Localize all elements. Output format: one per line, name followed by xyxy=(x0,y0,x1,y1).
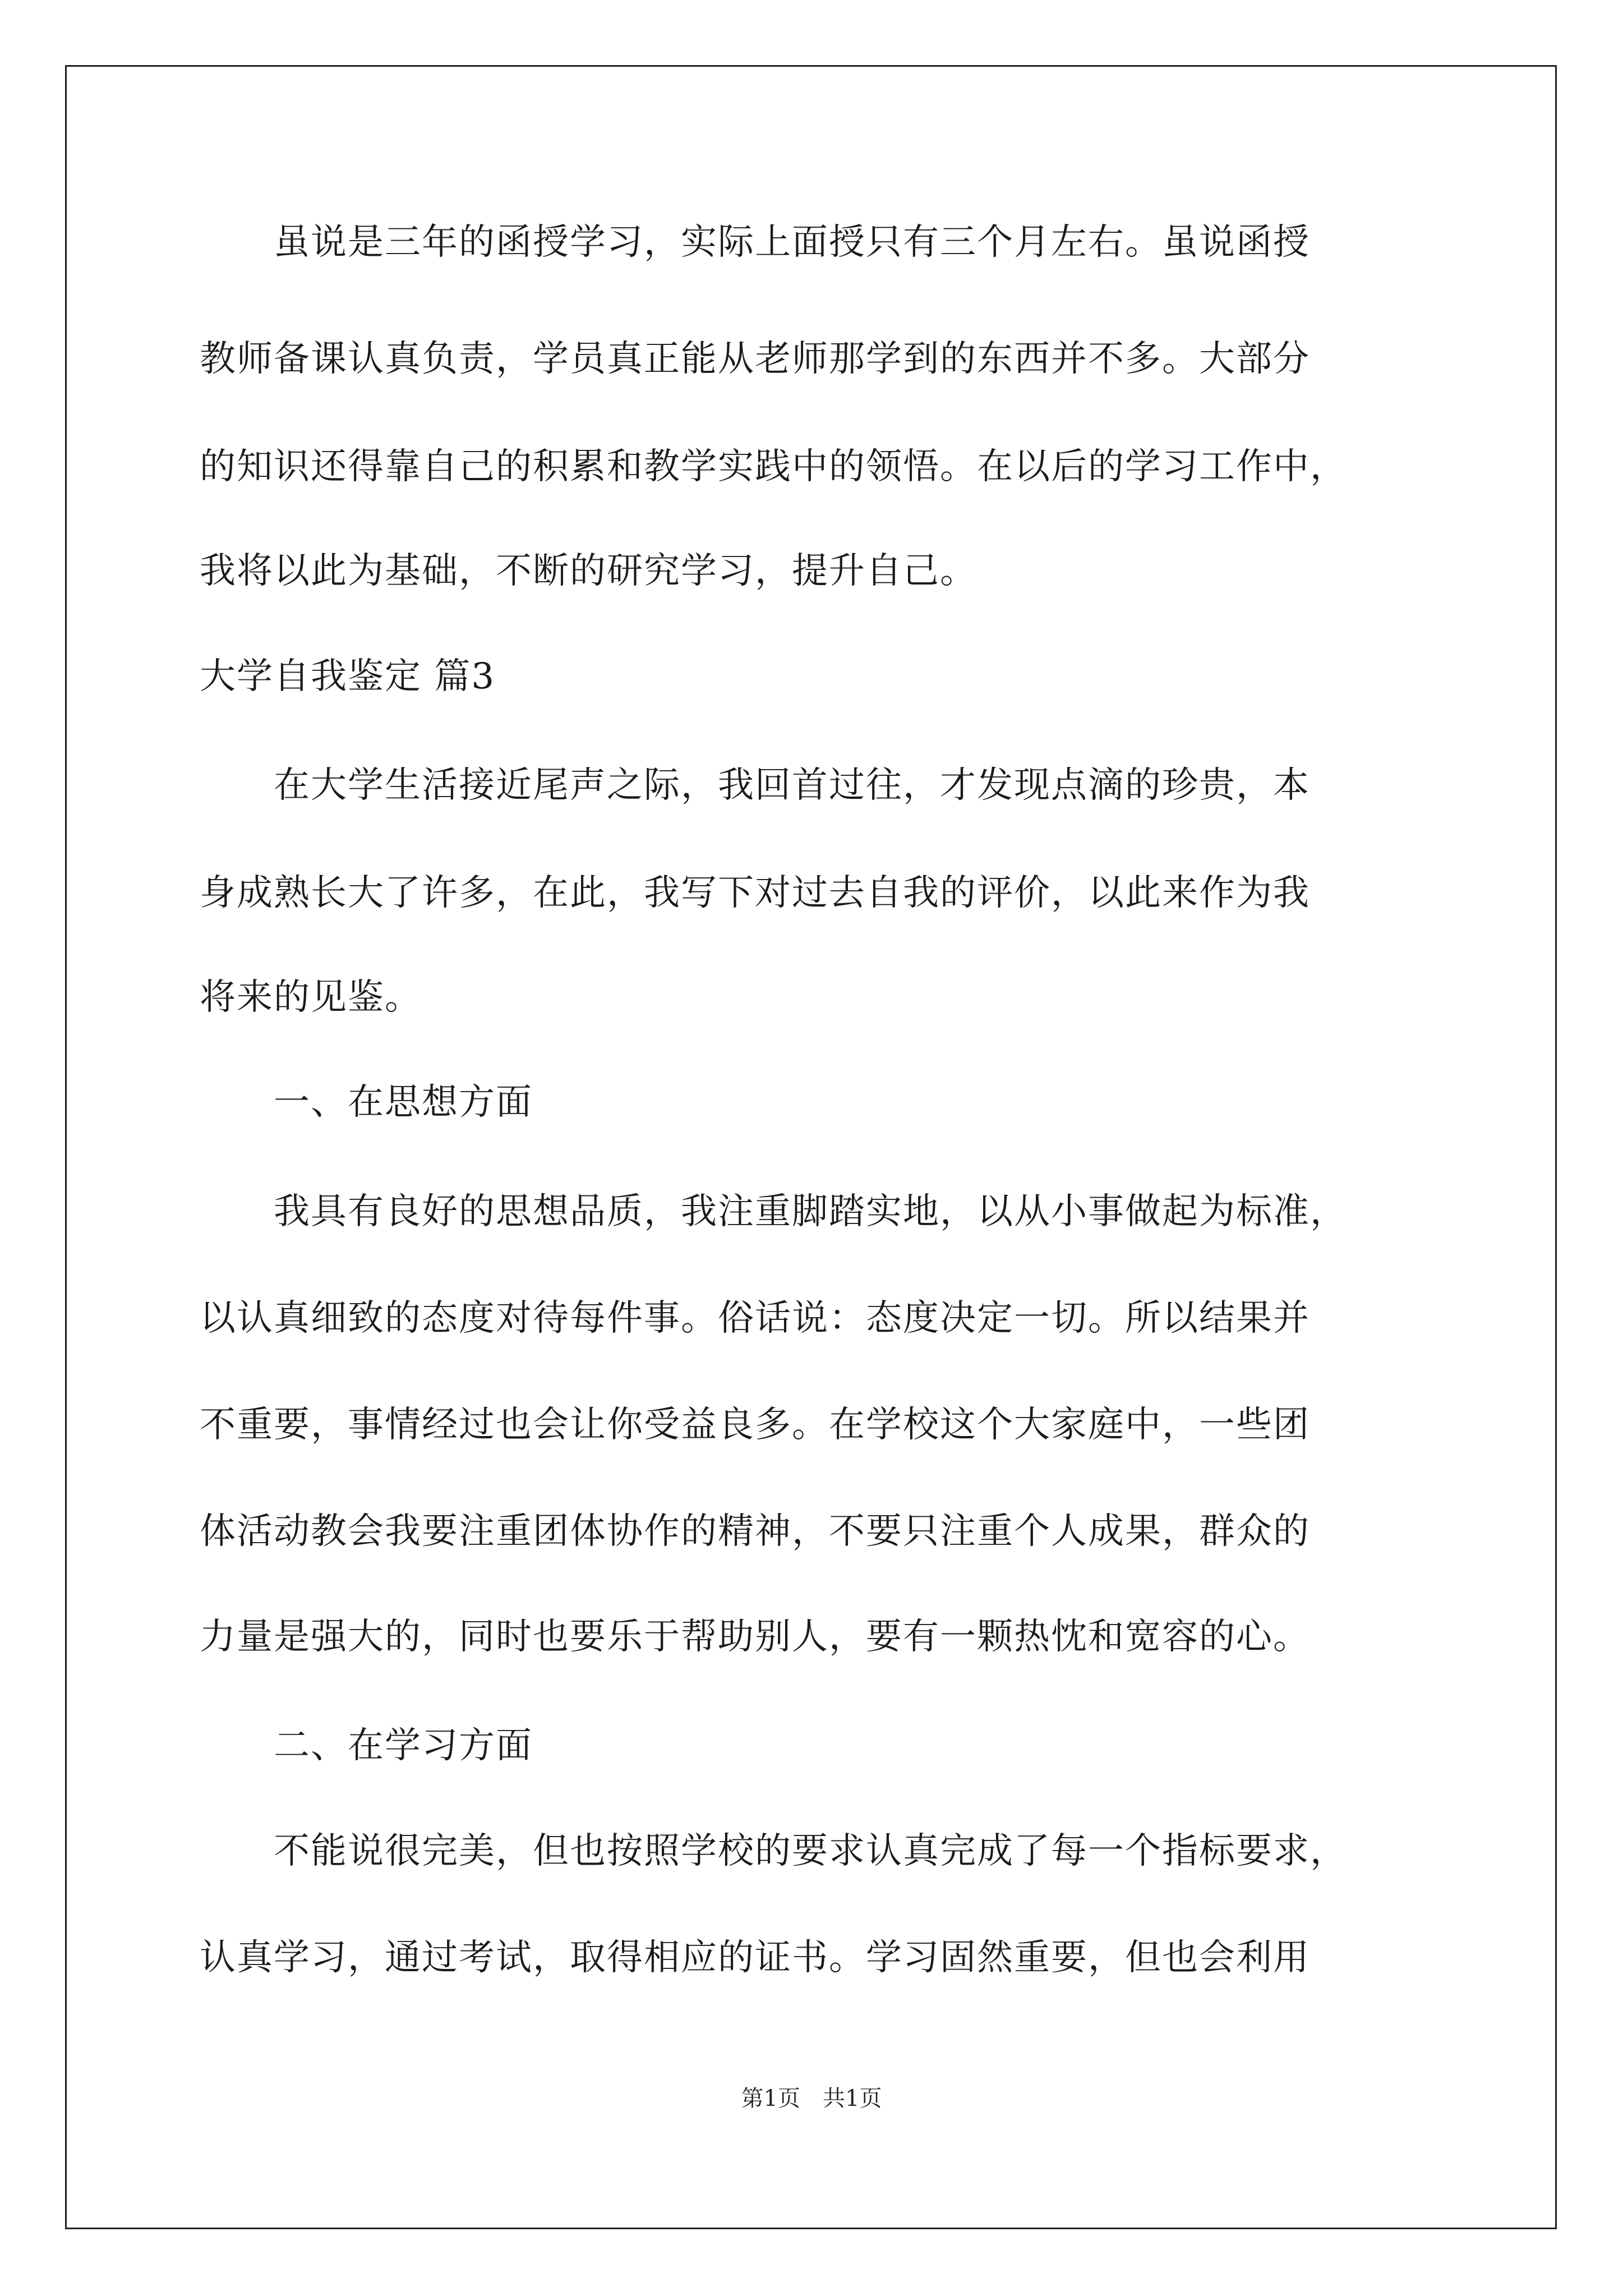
page-number: 第1页 共1页 xyxy=(741,2086,882,2111)
paragraph-line: 的知识还得靠自己的积累和教学实践中的领悟。在以后的学习工作中， xyxy=(200,446,1347,487)
subsection-heading: 一、在思想方面 xyxy=(200,1082,533,1123)
paragraph-line: 以认真细致的态度对待每件事。俗话说：态度决定一切。所以结果并 xyxy=(200,1297,1310,1339)
paragraph-line: 将来的见鉴。 xyxy=(200,977,422,1018)
paragraph-line: 在大学生活接近尾声之际，我回首过往，才发现点滴的珍贵，本 xyxy=(200,765,1310,806)
page-border xyxy=(65,65,1557,2229)
paragraph-line: 认真学习，通过考试，取得相应的证书。学习固然重要，但也会利用 xyxy=(200,1937,1310,1978)
section-heading: 大学自我鉴定 篇3 xyxy=(200,656,496,697)
paragraph-line: 不能说很完美，但也按照学校的要求认真完成了每一个指标要求， xyxy=(200,1830,1347,1872)
paragraph-line: 我将以此为基础，不断的研究学习，提升自己。 xyxy=(200,550,977,592)
paragraph-line: 我具有良好的思想品质，我注重脚踏实地，以从小事做起为标准， xyxy=(200,1191,1347,1232)
subsection-heading: 二、在学习方面 xyxy=(200,1725,533,1766)
paragraph-line: 不重要，事情经过也会让你受益良多。在学校这个大家庭中，一些团 xyxy=(200,1404,1310,1446)
paragraph-line: 虽说是三年的函授学习，实际上面授只有三个月左右。虽说函授 xyxy=(200,222,1310,263)
paragraph-line: 身成熟长大了许多，在此，我写下对过去自我的评价，以此来作为我 xyxy=(200,872,1310,914)
paragraph-line: 体活动教会我要注重团体协作的精神，不要只注重个人成果，群众的 xyxy=(200,1511,1310,1552)
paragraph-line: 教师备课认真负责，学员真正能从老师那学到的东西并不多。大部分 xyxy=(200,338,1310,380)
paragraph-line: 力量是强大的，同时也要乐于帮助别人，要有一颗热忱和宽容的心。 xyxy=(200,1616,1310,1658)
